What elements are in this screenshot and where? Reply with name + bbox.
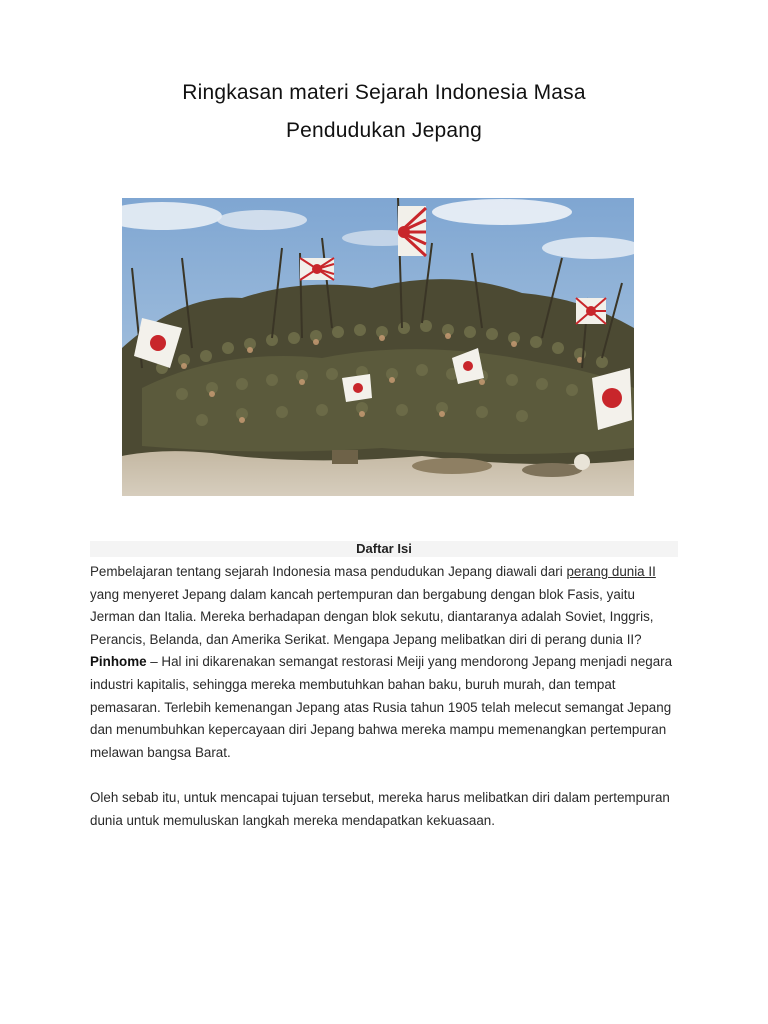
- paragraph-2-text: – Hal ini dikarenakan semangat restorasi Meiji yang mendorong Jepang menjadi negara industri kapitalis, sehingga mereka membutuhkan bahan baku, buruh murah, dan tempat pemasaran. Terlebih kemenangan Jepang atas Rusia tahun 1905 telah melecut semangat Jepang dan menumbuhkan kepercayaan diri Jepang bahwa mereka mampu memenangkan pertempuran melawan bangsa Barat.: [90, 654, 673, 760]
- title-line-1: Ringkasan materi Sejarah Indonesia Masa: [182, 81, 586, 104]
- soldiers-with-flags-illustration: [122, 198, 634, 496]
- brand-name: Pinhome: [90, 654, 147, 670]
- toc-heading[interactable]: Daftar Isi: [90, 541, 678, 557]
- perang-dunia-link[interactable]: perang dunia II: [566, 564, 656, 579]
- paragraph-2: [90, 651, 682, 764]
- article-body: [90, 561, 682, 832]
- paragraph-1: [90, 561, 682, 651]
- title-line-2: Pendudukan Jepang: [285, 119, 483, 142]
- paragraph-1-intro: Pembelajaran tentang sejarah Indonesia masa pendudukan Jepang diawali dari: [90, 564, 567, 579]
- paragraph-3: Oleh sebab itu, untuk mencapai tujuan tersebut, mereka harus melibatkan diri dalam pertempuran dunia untuk memuluskan langkah mereka mendapatkan kekuasaan.: [90, 789, 670, 828]
- paragraph-1-rest: yang menyeret Jepang dalam kancah pertempuran dan bergabung dengan blok Fasis, yaitu Jerman dan Italia. Mereka berhadapan dengan blok sekutu, diantaranya adalah Soviet, Inggris, Perancis, Belanda, dan Amerika Serikat. Mengapa Jepang melibatkan diri di perang dunia II?: [90, 586, 654, 647]
- historical-photo: [122, 198, 634, 496]
- page-title: [0, 74, 768, 150]
